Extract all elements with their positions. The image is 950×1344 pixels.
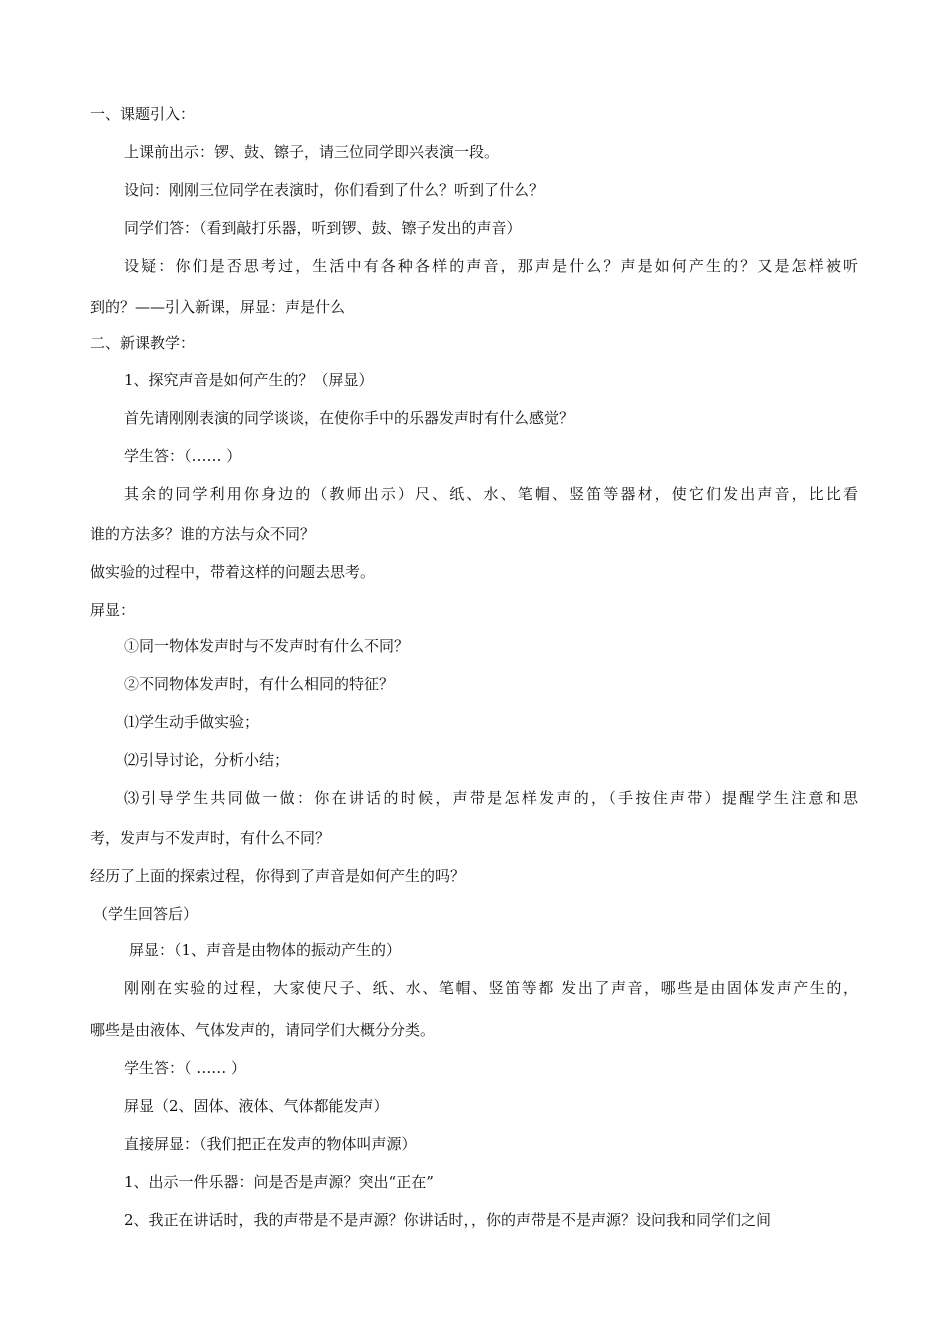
paragraph-line: 考，发声与不发声时，有什么不同？: [90, 829, 331, 847]
paragraph-line: 哪些是由液体、气体发声的，请同学们大概分分类。: [90, 1021, 436, 1039]
heading-new-lesson: 二、新课教学：: [90, 334, 196, 352]
paragraph-line: （学生回答后）: [93, 905, 199, 923]
paragraph-line: 2、我正在讲话时，我的声带是不是声源？你讲话时，，你的声带是不是声源？设问我和同学们之间: [124, 1211, 772, 1229]
paragraph-line: 刚刚在实验的过程，大家使尺子、纸、水、笔帽、竖笛等都 发出了声音，哪些是由固体发声产生的，: [124, 979, 858, 997]
paragraph-line: 上课前出示：锣、鼓、镲子，请三位同学即兴表演一段。: [124, 143, 500, 161]
paragraph-line: 直接屏显：（我们把正在发声的物体叫声源）: [124, 1135, 417, 1153]
paragraph-line: ⑶引导学生共同做一做：你在讲话的时候，声带是怎样发声的，（手按住声带）提醒学生注意和思: [124, 789, 858, 807]
paragraph-line: 学生答：（ …… ）: [124, 1059, 247, 1077]
paragraph-line: 屏显：: [90, 601, 136, 619]
paragraph-line: 屏显：（1、声音是由物体的振动产生的）: [129, 941, 402, 959]
paragraph-line: ⑴学生动手做实验；: [124, 713, 260, 731]
paragraph-line: 设问：刚刚三位同学在表演时，你们看到了什么？听到了什么？: [124, 181, 545, 199]
paragraph-line: 首先请刚刚表演的同学谈谈，在使你手中的乐器发声时有什么感觉？: [124, 409, 575, 427]
paragraph-line: 做实验的过程中，带着这样的问题去思考。: [90, 563, 376, 581]
paragraph-line: 到的？——引入新课，屏显：声是什么: [90, 298, 346, 316]
paragraph-line: ①同一物体发声时与不发声时有什么不同？: [124, 637, 410, 655]
paragraph-line: 设疑：你们是否思考过，生活中有各种各样的声音，那声是什么？声是如何产生的？又是怎样被听: [124, 257, 858, 275]
paragraph-line: 其余的同学利用你身边的（教师出示）尺、纸、水、笔帽、竖笛等器材，使它们发出声音，比比看: [124, 485, 858, 503]
paragraph-line: 经历了上面的探索过程，你得到了声音是如何产生的吗？: [90, 867, 466, 885]
paragraph-line: 谁的方法多？谁的方法与众不同？: [90, 525, 316, 543]
paragraph-line: ②不同物体发声时，有什么相同的特征？: [124, 675, 395, 693]
paragraph-line: 屏显（2、固体、液体、气体都能发声）: [124, 1097, 389, 1115]
heading-intro: 一、课题引入：: [90, 105, 196, 123]
paragraph-line: 1、出示一件乐器：问是否是声源？突出“正在”: [124, 1173, 434, 1191]
paragraph-line: ⑵引导讨论，分析小结；: [124, 751, 290, 769]
paragraph-line: 学生答：（…… ）: [124, 447, 242, 465]
paragraph-line: 同学们答：（看到敲打乐器，听到锣、鼓、镲子发出的声音）: [124, 219, 522, 237]
paragraph-line: 1、探究声音是如何产生的？（屏显）: [124, 371, 374, 389]
